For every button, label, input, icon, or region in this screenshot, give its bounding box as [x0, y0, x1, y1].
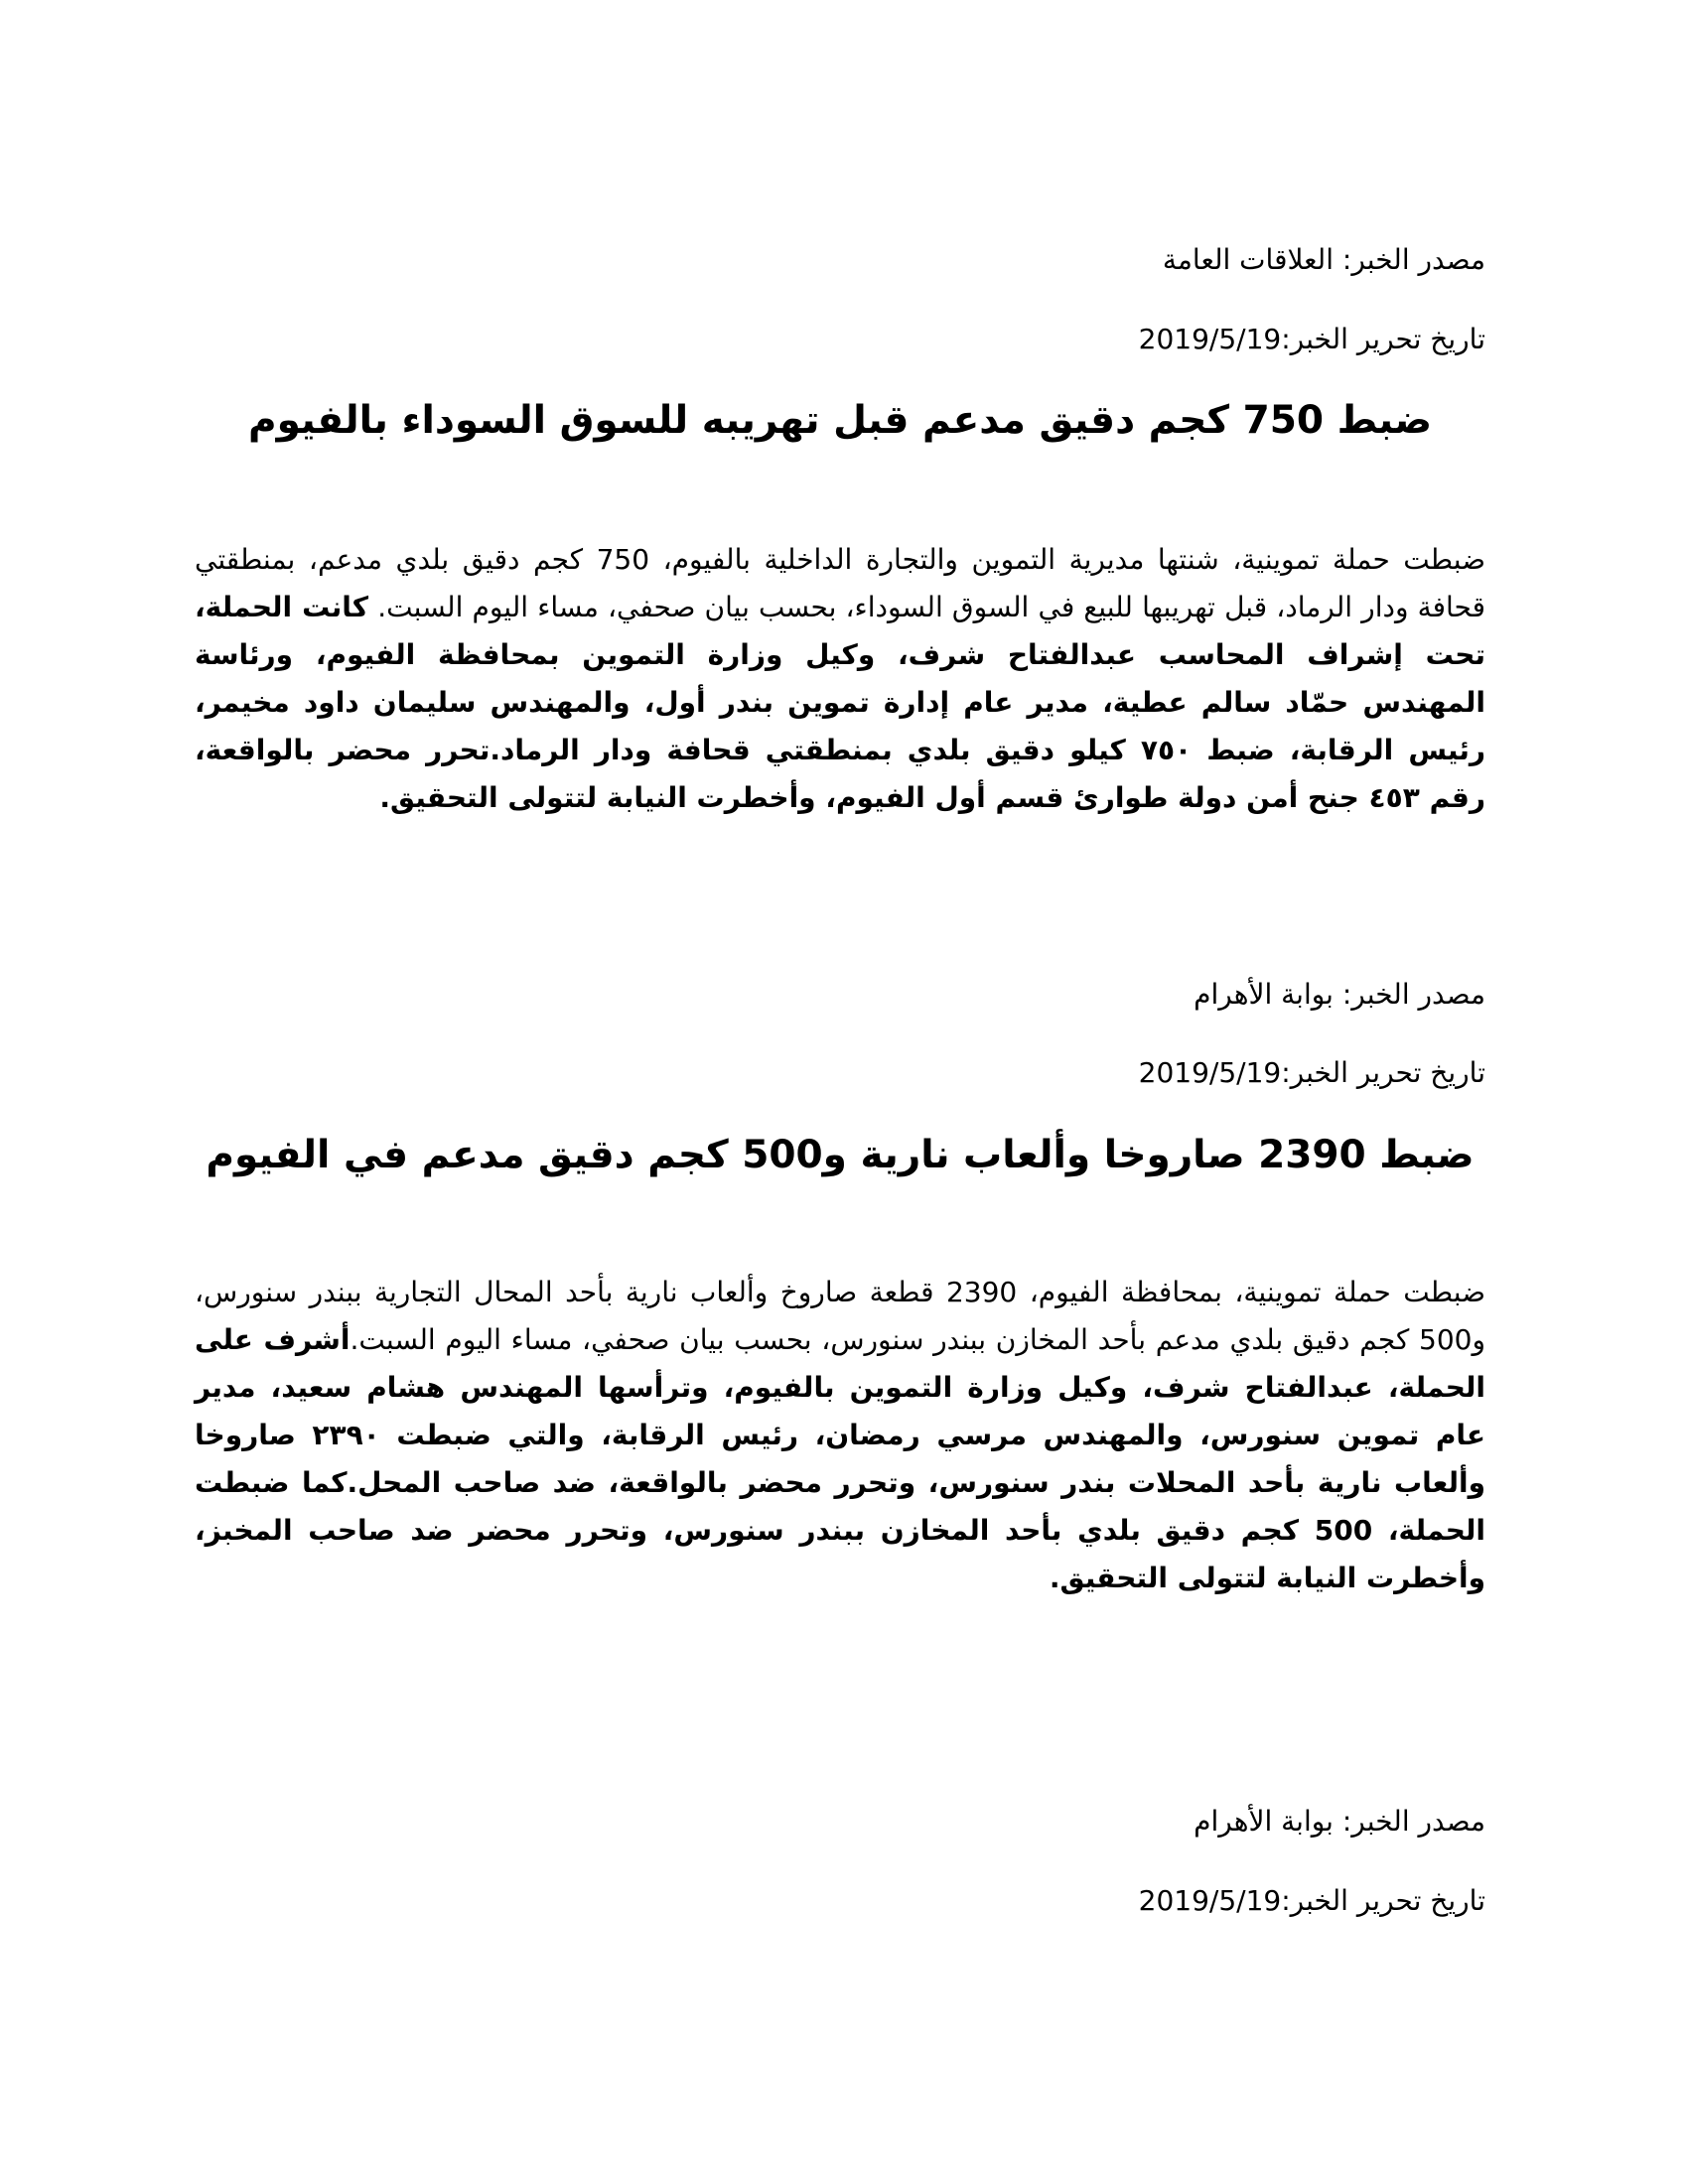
article-2-date: تاريخ تحرير الخبر:2019/5/19: [1138, 1056, 1485, 1089]
article-1-body: [195, 536, 1485, 822]
article-1-body-regular: ضبطت حملة تموينية، شنتها مديرية التموين والتجارة الداخلية بالفيوم، 750 كجم دقيق بلدي مدعم، بمنطقتي قحافة ودار الرماد، قبل تهريبها للبيع في السوق السوداء، بحسب بيان صحفي، مساء اليوم السبت.: [195, 543, 1486, 623]
article-1-body-bold: كانت الحملة، تحت إشراف المحاسب عبدالفتاح شرف، وكيل وزارة التموين بمحافظة الفيوم، ورئاسة المهندس حمّاد سالم عطية، مدير عام إدارة تموين بندر أول، والمهندس سليمان داود مخيمر، رئيس الرقابة، ضبط ٧٥٠ كيلو دقيق بلدي بمنطقتي قحافة ودار الرماد.تحرر محضر بالواقعة، رقم ٤٥٣ جنح أمن دولة طوارئ قسم أول الفيوم، وأخطرت النيابة لتتولى التحقيق.: [195, 591, 1485, 814]
article-2-body-regular: ضبطت حملة تموينية، بمحافظة الفيوم، 2390 قطعة صاروخ وألعاب نارية بأحد المحال التجارية ببندر سنورس، و500 كجم دقيق بلدي مدعم بأحد المخازن ببندر سنورس، بحسب بيان صحفي، مساء اليوم السبت.: [195, 1276, 1485, 1356]
article-2-body-bold: أشرف على الحملة، عبدالفتاح شرف، وكيل وزارة التموين بالفيوم، وترأسها المهندس هشام سعيد، مدير عام تموين سنورس، والمهندس مرسي رمضان، رئيس الرقابة، والتي ضبطت ٢٣٩٠ صاروخا وألعاب نارية بأحد المحلات بندر سنورس، وتحرر محضر بالواقعة، ضد صاحب المحل.كما ضبطت الحملة، 500 كجم دقيق بلدي بأحد المخازن ببندر سنورس، وتحرر محضر ضد صاحب المخبز، وأخطرت النيابة لتتولى التحقيق.: [195, 1323, 1485, 1594]
article-1-source: مصدر الخبر: العلاقات العامة: [1162, 243, 1485, 276]
article-2-source: مصدر الخبر: بوابة الأهرام: [1194, 978, 1485, 1011]
article-1-headline: ضبط 750 كجم دقيق مدعم قبل تهريبه للسوق السوداء بالفيوم: [247, 398, 1433, 443]
article-3-source: مصدر الخبر: بوابة الأهرام: [1194, 1805, 1485, 1838]
article-3-date: تاريخ تحرير الخبر:2019/5/19: [1138, 1884, 1485, 1917]
article-1-date: تاريخ تحرير الخبر:2019/5/19: [1138, 323, 1485, 355]
article-2-body: [195, 1269, 1485, 1602]
article-2-headline: ضبط 2390 صاروخا وألعاب نارية و500 كجم دقيق مدعم في الفيوم: [206, 1133, 1475, 1177]
